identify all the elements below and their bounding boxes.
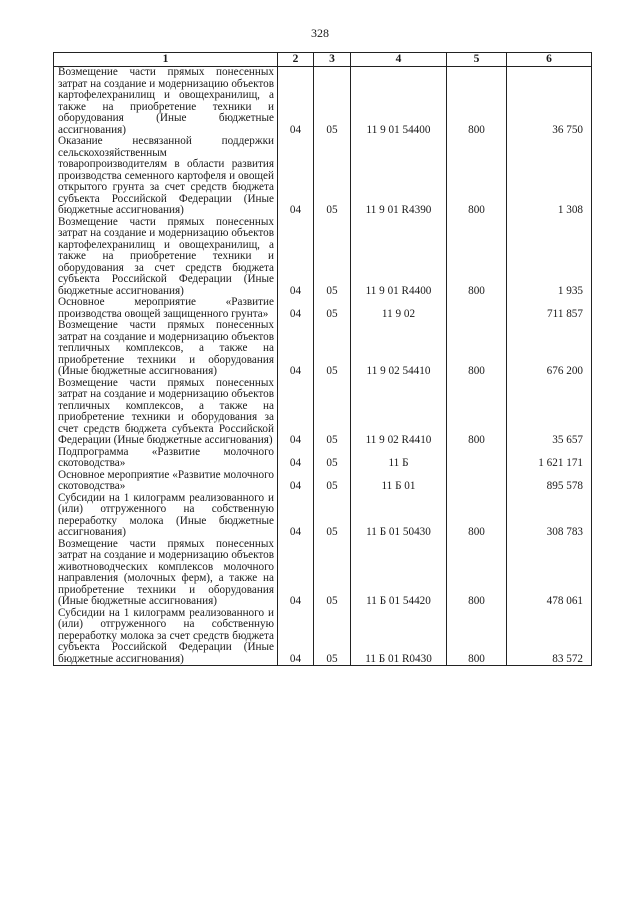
row-amount: 1 308 xyxy=(507,136,592,217)
row-target-code: 11 Б 01 50430 xyxy=(351,493,447,539)
row-description: Подпрограмма «Развитие молочного скотоводства» xyxy=(54,447,278,470)
table-row xyxy=(54,378,592,447)
row-description: Возмещение части прямых понесенных затрат на создание и модернизацию объектов тепличных комплексов, а также на приобретение техники и оборудования (Иные бюджетные ассигнования) xyxy=(54,320,278,378)
row-amount: 1 935 xyxy=(507,217,592,298)
table-row xyxy=(54,470,592,493)
row-target-code: 11 9 02 54410 xyxy=(351,320,447,378)
table-row xyxy=(54,320,592,378)
row-subsection: 05 xyxy=(314,493,351,539)
budget-table xyxy=(53,52,592,666)
row-description: Возмещение части прямых понесенных затрат на создание и модернизацию объектов животноводческих комплексов молочного направления (молочных ферм), а также на приобретение техники и оборудования (Иные бюджетные ассигнования) xyxy=(54,539,278,608)
row-subsection: 05 xyxy=(314,67,351,137)
row-target-code: 11 Б xyxy=(351,447,447,470)
row-subsection: 05 xyxy=(314,608,351,666)
row-target-code: 11 Б 01 xyxy=(351,470,447,493)
row-subsection: 05 xyxy=(314,378,351,447)
row-expense-type: 800 xyxy=(447,320,507,378)
column-header-3: 3 xyxy=(314,53,351,67)
row-amount: 711 857 xyxy=(507,297,592,320)
row-target-code: 11 9 01 R4390 xyxy=(351,136,447,217)
row-expense-type: 800 xyxy=(447,493,507,539)
row-section: 04 xyxy=(278,539,314,608)
column-header-2: 2 xyxy=(278,53,314,67)
row-description: Субсидии на 1 килограмм реализованного и (или) отгруженного на собственную переработку молока за счет средств бюджета субъекта Российской Федерации (Иные бюджетные ассигнования) xyxy=(54,608,278,666)
row-section: 04 xyxy=(278,320,314,378)
row-description: Основное мероприятие «Развитие производства овощей защищенного грунта» xyxy=(54,297,278,320)
row-description: Возмещение части прямых понесенных затрат на создание и модернизацию объектов тепличных комплексов, а также на приобретение техники и оборудования за счет средств бюджета субъекта Российской Федерации (Иные бюджетные ассигнования) xyxy=(54,378,278,447)
row-expense-type: 800 xyxy=(447,539,507,608)
row-description: Возмещение части прямых понесенных затрат на создание и модернизацию объектов картофелехранилищ и овощехранилищ, а также на приобретение техники и оборудования за счет средств бюджета субъекта Российской Федерации (Иные бюджетные ассигнования) xyxy=(54,217,278,298)
row-description: Возмещение части прямых понесенных затрат на создание и модернизацию объектов картофелехранилищ и овощехранилищ, а также на приобретение техники и оборудования (Иные бюджетные ассигнования) xyxy=(54,67,278,137)
row-amount: 83 572 xyxy=(507,608,592,666)
row-amount: 1 621 171 xyxy=(507,447,592,470)
row-subsection: 05 xyxy=(314,136,351,217)
row-amount: 478 061 xyxy=(507,539,592,608)
row-subsection: 05 xyxy=(314,447,351,470)
row-section: 04 xyxy=(278,217,314,298)
row-expense-type: 800 xyxy=(447,136,507,217)
row-subsection: 05 xyxy=(314,539,351,608)
table-row xyxy=(54,136,592,217)
table-row xyxy=(54,217,592,298)
row-expense-type xyxy=(447,447,507,470)
table-row xyxy=(54,297,592,320)
row-amount: 36 750 xyxy=(507,67,592,137)
table-row xyxy=(54,67,592,137)
row-section: 04 xyxy=(278,297,314,320)
row-amount: 676 200 xyxy=(507,320,592,378)
row-description: Основное мероприятие «Развитие молочного скотоводства» xyxy=(54,470,278,493)
row-section: 04 xyxy=(278,493,314,539)
row-target-code: 11 9 02 xyxy=(351,297,447,320)
row-amount: 308 783 xyxy=(507,493,592,539)
row-expense-type: 800 xyxy=(447,608,507,666)
row-target-code: 11 Б 01 R0430 xyxy=(351,608,447,666)
row-expense-type xyxy=(447,470,507,493)
row-expense-type: 800 xyxy=(447,217,507,298)
row-expense-type: 800 xyxy=(447,378,507,447)
row-section: 04 xyxy=(278,136,314,217)
column-header-4: 4 xyxy=(351,53,447,67)
table-row xyxy=(54,539,592,608)
table-header-row xyxy=(54,53,592,67)
table-row xyxy=(54,493,592,539)
page-number: 328 xyxy=(311,26,329,40)
row-target-code: 11 9 01 54400 xyxy=(351,67,447,137)
row-target-code: 11 9 01 R4400 xyxy=(351,217,447,298)
row-section: 04 xyxy=(278,608,314,666)
row-target-code: 11 Б 01 54420 xyxy=(351,539,447,608)
column-header-5: 5 xyxy=(447,53,507,67)
row-section: 04 xyxy=(278,447,314,470)
row-expense-type xyxy=(447,297,507,320)
table-row xyxy=(54,447,592,470)
column-header-6: 6 xyxy=(507,53,592,67)
row-section: 04 xyxy=(278,378,314,447)
row-section: 04 xyxy=(278,67,314,137)
row-description: Субсидии на 1 килограмм реализованного и (или) отгруженного на собственную переработку молока (Иные бюджетные ассигнования) xyxy=(54,493,278,539)
row-section: 04 xyxy=(278,470,314,493)
row-target-code: 11 9 02 R4410 xyxy=(351,378,447,447)
row-subsection: 05 xyxy=(314,320,351,378)
row-subsection: 05 xyxy=(314,217,351,298)
row-amount: 35 657 xyxy=(507,378,592,447)
column-header-1: 1 xyxy=(54,53,278,67)
row-subsection: 05 xyxy=(314,470,351,493)
row-amount: 895 578 xyxy=(507,470,592,493)
row-description: Оказание несвязанной поддержки сельскохозяйственным товаропроизводителям в области развития производства семенного картофеля и овощей открытого грунта за счет средств бюджета субъекта Российской Федерации (Иные бюджетные ассигнования) xyxy=(54,136,278,217)
row-expense-type: 800 xyxy=(447,67,507,137)
table-row xyxy=(54,608,592,666)
row-subsection: 05 xyxy=(314,297,351,320)
